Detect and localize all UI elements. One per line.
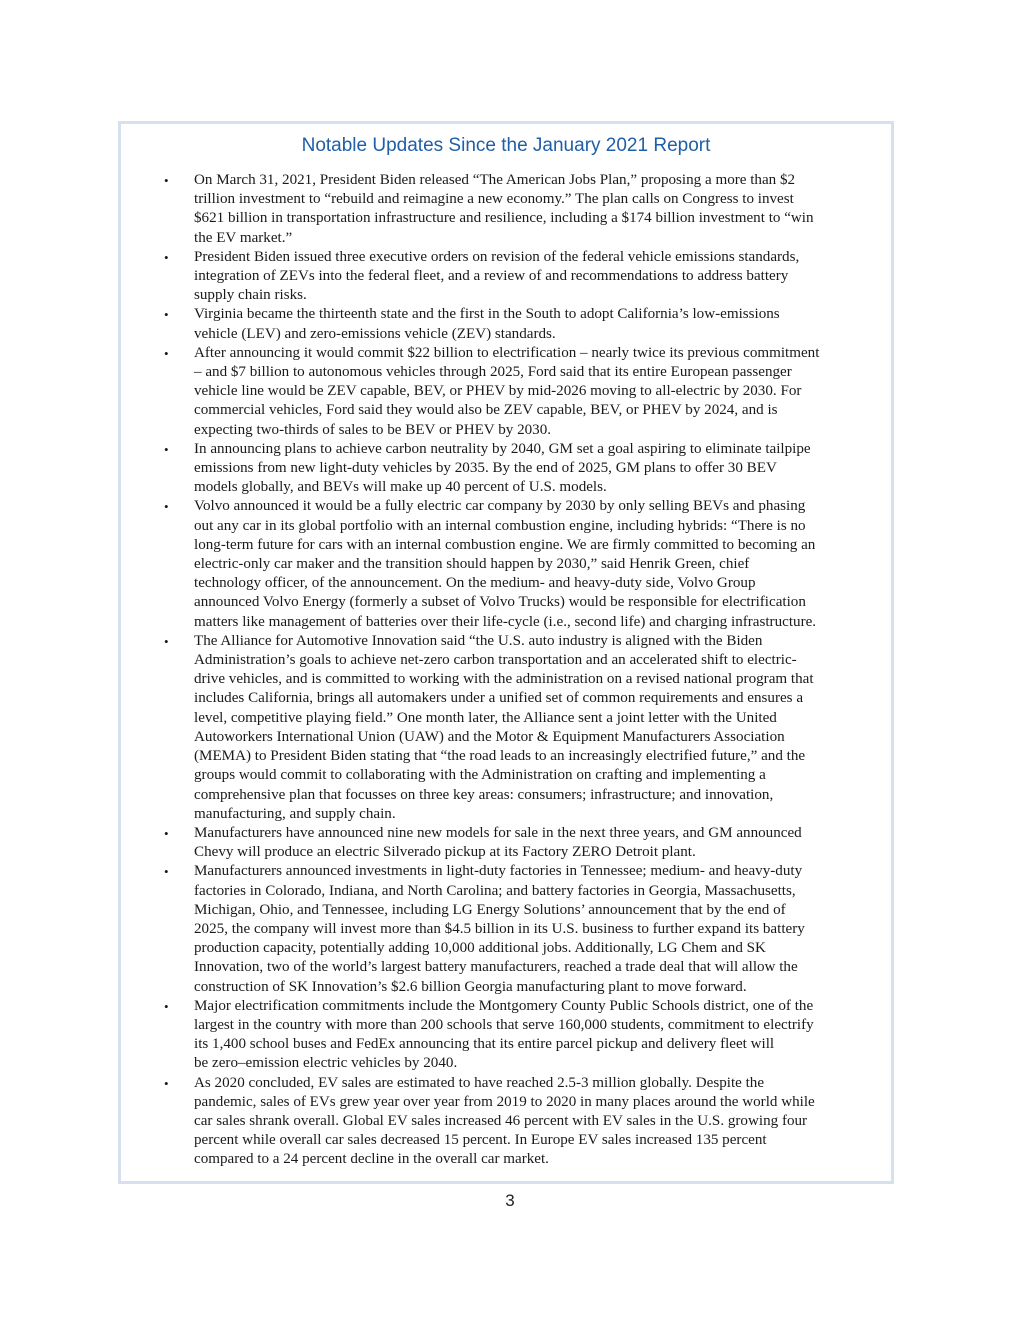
list-item-text: In announcing plans to achieve carbon neutrality by 2040, GM set a goal aspiring to eliminate tailpipe emissions from new light-duty vehicles by 2035. By the end of 2025, GM plans to offer 30 BEV models globally, and BEVs will make up 40 percent of U.S. models. bbox=[194, 440, 811, 496]
bullet-icon: • bbox=[164, 864, 169, 880]
bullet-icon: • bbox=[164, 825, 169, 841]
list-item bbox=[121, 997, 891, 1074]
updates-list bbox=[121, 171, 891, 1170]
bullet-icon: • bbox=[164, 1075, 169, 1091]
list-item-text: Major electrification commitments include the Montgomery County Public Schools district, one of the largest in the country with more than 200 schools that serve 160,000 students, commitment to electrify its 1,400 school buses and FedEx announcing that its entire parcel pickup and delivery fleet will be zero–emission electric vehicles by 2040. bbox=[194, 997, 814, 1072]
list-item bbox=[121, 824, 891, 862]
list-item bbox=[121, 440, 891, 498]
box-title: Notable Updates Since the January 2021 Report bbox=[301, 135, 711, 156]
bullet-icon: • bbox=[164, 249, 169, 265]
bullet-icon: • bbox=[164, 499, 169, 515]
bullet-icon: • bbox=[164, 441, 169, 457]
list-item-text: The Alliance for Automotive Innovation said “the U.S. auto industry is aligned with the Biden Administration’s goals to achieve net-zero carbon transportation and an accelerated shift to electric- drive vehicles, and is committed to working with the administration on a revised national program that includes California, brings all automakers under a unified set of common requirements and ensures a level, competitive playing field.” One month later, the Alliance sent a joint letter with the United Autoworkers International Union (UAW) and the Motor & Equipment Manufacturers Association (MEMA) to President Biden stating that “the road leads to an increasingly electrified future,” and the groups would commit to collaborating with the Administration on crafting and implementing a comprehensive plan that focusses on three key areas: consumers; infrastructure; and innovation, manufacturing, and supply chain. bbox=[194, 632, 814, 822]
bullet-icon: • bbox=[164, 307, 169, 323]
list-item bbox=[121, 248, 891, 306]
notable-updates-box bbox=[118, 121, 894, 1184]
list-item bbox=[121, 305, 891, 343]
list-item bbox=[121, 497, 891, 631]
list-item-text: Virginia became the thirteenth state and the first in the South to adopt California’s low-emissions vehicle (LEV) and zero-emissions vehicle (ZEV) standards. bbox=[194, 306, 780, 342]
list-item bbox=[121, 862, 891, 996]
list-item bbox=[121, 171, 891, 248]
bullet-icon: • bbox=[164, 173, 169, 188]
bullet-icon: • bbox=[164, 633, 169, 649]
list-item-text: Manufacturers have announced nine new models for sale in the next three years, and GM announced Chevy will produce an electric Silverado pickup at its Factory ZERO Detroit plant. bbox=[194, 824, 802, 861]
list-item-text: Volvo announced it would be a fully electric car company by 2030 by only selling BEVs and phasing out any car in its global portfolio with an internal combustion engine, including hybrids: “There is no long-term future for cars with an internal combustion engine. We are firmly committed to becoming an electric-only car maker and the transition should happen by 2030,” said Henrik Green, chief technology officer, of the announcement. On the medium- and heavy-duty side, Volvo Group announced Volvo Energy (formerly a subset of Volvo Trucks) would be responsible for electrification matters like management of batteries over their life-cycle (i.e., second life) and charging infrastructure. bbox=[194, 498, 817, 630]
bullet-icon: • bbox=[164, 345, 169, 361]
list-item-text: President Biden issued three executive orders on revision of the federal vehicle emissions standards, integration of ZEVs into the federal fleet, and a review of and recommendations to address battery supply chain risks. bbox=[194, 248, 800, 304]
list-item-text: After announcing it would commit $22 billion to electrification – nearly twice its previous commitment – and $7 billion to autonomous vehicles through 2025, Ford said that its entire European passenger vehicle line would be ZEV capable, BEV, or PHEV by mid-2026 moving to all-electric by 2030. For commercial vehicles, Ford said they would also be ZEV capable, BEV, or PHEV by 2024, and is expecting two-thirds of sales to be BEV or PHEV by 2030. bbox=[194, 344, 820, 438]
bullet-icon: • bbox=[164, 998, 169, 1014]
list-item-text: As 2020 concluded, EV sales are estimated to have reached 2.5-3 million globally. Despite the pandemic, sales of EVs grew year over year from 2019 to 2020 in many places around the world while car sales shrank overall. Global EV sales increased 46 percent with EV sales in the U.S. growing four percent while overall car sales decreased 15 percent. In Europe EV sales increased 135 percent compared to a 24 percent decline in the overall car market. bbox=[194, 1074, 815, 1168]
list-item-text: Manufacturers announced investments in light-duty factories in Tennessee; medium- and heavy-duty factories in Colorado, Indiana, and North Carolina; and battery factories in Georgia, Massachusetts, Michigan, Ohio, and Tennessee, including LG Energy Solutions’ announcement that by the end of 2025, the company will invest more than $4.5 billion in its U.S. business to further expand its battery production capacity, potentially adding 10,000 additional jobs. Additionally, LG Chem and SK Innovation, two of the world’s largest battery manufacturers, reached a trade deal that will allow the construction of SK Innovation’s $2.6 billion Georgia manufacturing plant to move forward. bbox=[194, 863, 805, 995]
list-item bbox=[121, 344, 891, 440]
list-item bbox=[121, 632, 891, 824]
list-item-text: On March 31, 2021, President Biden released “The American Jobs Plan,” proposing a more than $2 trillion investment to “rebuild and reimagine a new economy.” The plan calls on Congress to invest $621 billion in transportation infrastructure and resilience, including a $174 billion investment to “win the EV market.” bbox=[194, 172, 814, 246]
list-item bbox=[121, 1074, 891, 1170]
page-number: 3 bbox=[505, 1191, 515, 1210]
